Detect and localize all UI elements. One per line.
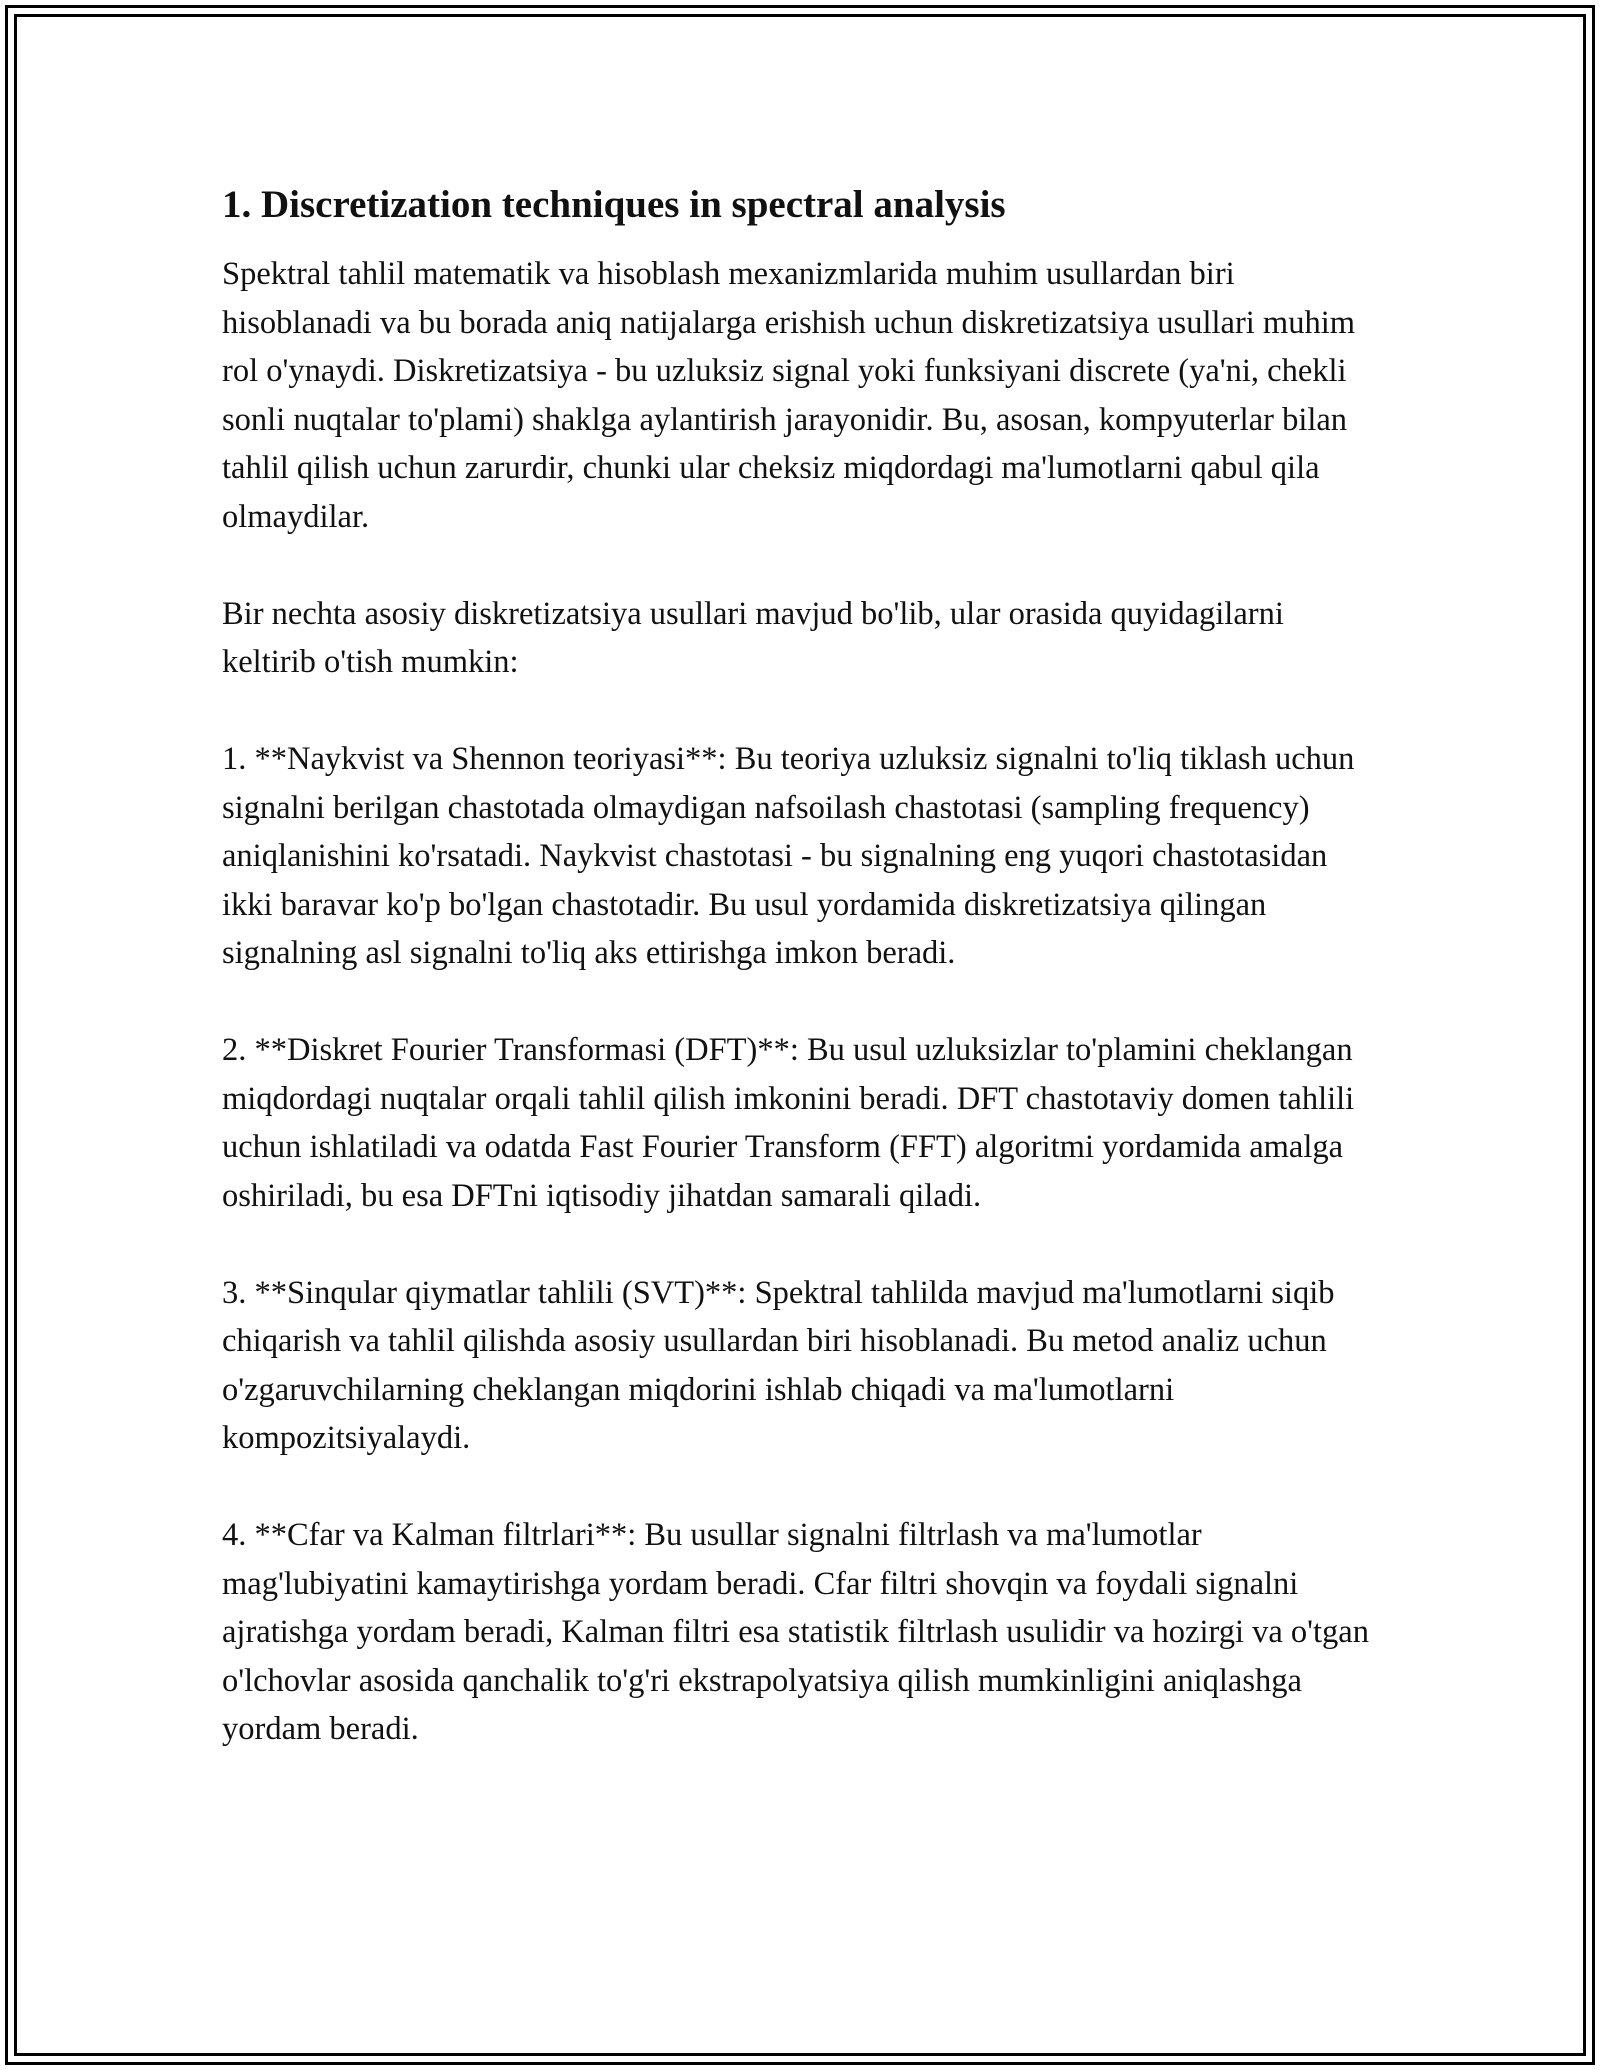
document-body: [222, 180, 1382, 1802]
list-item-cfar-kalman: 4. **Cfar va Kalman filtrlari**: Bu usullar signalni filtrlash va ma'lumotlar mag'lubiyatini kamaytirishga yordam beradi. Cfar filtri shovqin va foydali signalni ajratishga yordam beradi, Kalman filtri esa statistik filtrlash usulidir va hozirgi va o'tgan o'lchovlar asosida qanchalik to'g'ri ekstrapolyatsiya qilish mumkinligini aniqlashga yordam beradi.: [222, 1517, 1369, 1747]
section-title: 1. Discretization techniques in spectral analysis: [222, 183, 1006, 226]
list-item-dft: 2. **Diskret Fourier Transformasi (DFT)**: Bu usul uzluksizlar to'plamini cheklangan miqdordagi nuqtalar orqali tahlil qilish imkonini beradi. DFT chastotaviy domen tahlili uchun ishlatiladi va odatda Fast Fourier Transform (FFT) algoritmi yordamida amalga oshiriladi, bu esa DFTni iqtisodiy jihatdan samarali qiladi.: [222, 1032, 1355, 1214]
list-item-nyquist-shannon: 1. **Naykvist va Shennon teoriyasi**: Bu teoriya uzluksiz signalni to'liq tiklash uchun signalni berilgan chastotada olmaydigan nafsoilash chastotasi (sampling frequency) aniqlanishini ko'rsatadi. Naykvist chastotasi - bu signalning eng yuqori chastotasidan ikki baravar ko'p bo'lgan chastotadir. Bu usul yordamida diskretizatsiya qilingan signalning asl signalni to'liq aks ettirishga imkon beradi.: [222, 741, 1355, 971]
paragraph-methods-intro: Bir nechta asosiy diskretizatsiya usullari mavjud bo'lib, ular orasida quyidagilarni keltirib o'tish mumkin:: [222, 595, 1284, 680]
paragraph-intro: Spektral tahlil matematik va hisoblash mexanizmlarida muhim usullardan biri hisoblanadi va bu borada aniq natijalarga erishish uchun diskretizatsiya usullari muhim rol o'ynaydi. Diskretizatsiya - bu uzluksiz signal yoki funksiyani discrete (ya'ni, chekli sonli nuqtalar to'plami) shaklga aylantirish jarayonidir. Bu, asosan, kompyuterlar bilan tahlil qilish uchun zarurdir, chunki ular cheksiz miqdordagi ma'lumotlarni qabul qila olmaydilar.: [222, 256, 1356, 535]
list-item-svt: 3. **Sinqular qiymatlar tahlili (SVT)**: Spektral tahlilda mavjud ma'lumotlarni siqib chiqarish va tahlil qilishda asosiy usullardan biri hisoblanadi. Bu metod analiz uchun o'zgaruvchilarning cheklangan miqdorini ishlab chiqadi va ma'lumotlarni kompozitsiyalaydi.: [222, 1274, 1335, 1456]
